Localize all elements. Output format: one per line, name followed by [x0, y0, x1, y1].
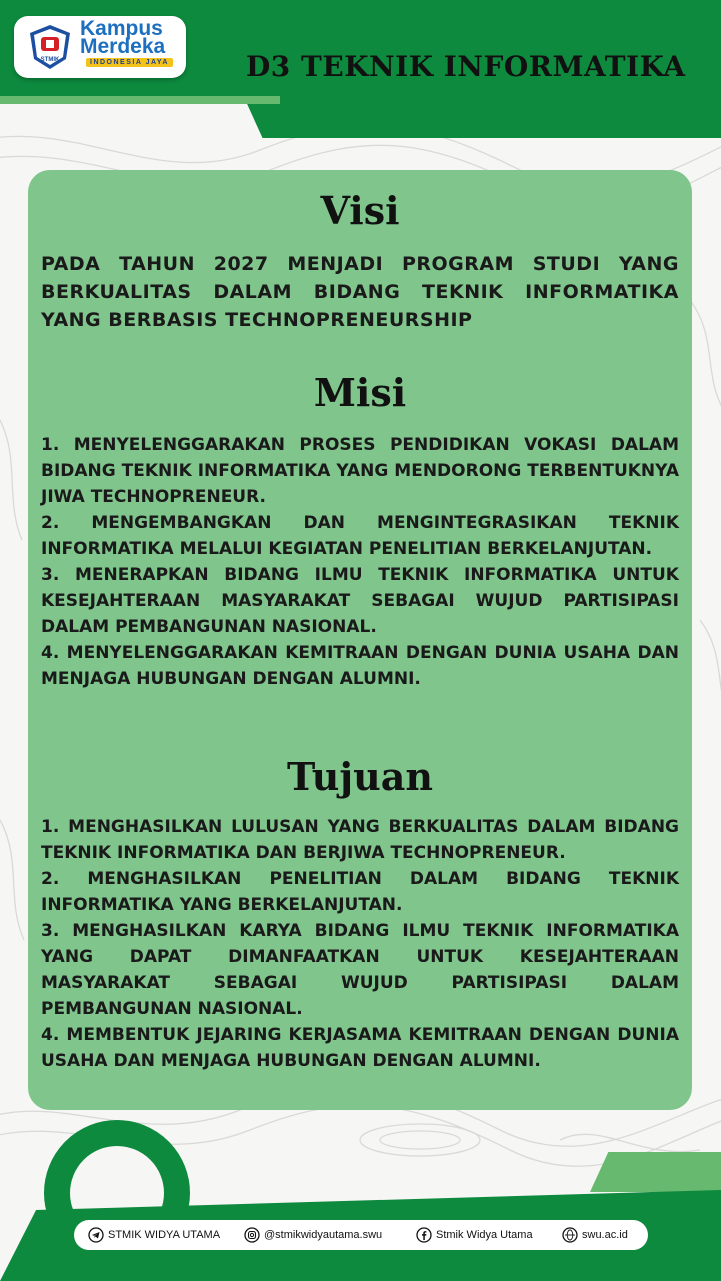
- footer-accent-light: [590, 1152, 721, 1192]
- tujuan-list: [41, 814, 679, 1074]
- telegram-contact[interactable]: [88, 1226, 220, 1244]
- web-icon: [562, 1227, 578, 1243]
- stmik-emblem-icon: [26, 23, 74, 71]
- tujuan-item: 1. MENGHASILKAN LULUSAN YANG BERKUALITAS DALAM BIDANG TEKNIK INFORMATIKA DAN BERJIWA TECHNOPRENEUR.: [41, 817, 679, 863]
- instagram-contact[interactable]: [244, 1226, 382, 1244]
- tujuan-item: 4. MEMBENTUK JEJARING KERJASAMA KEMITRAAN DENGAN DUNIA USAHA DAN MENJAGA HUBUNGAN DENGAN ALUMNI.: [41, 1025, 679, 1071]
- logo-text-merdeka: Merdeka: [80, 35, 166, 58]
- svg-text:STMIK: STMIK: [40, 57, 60, 63]
- contact-bar: [74, 1220, 648, 1250]
- website-contact[interactable]: [562, 1226, 628, 1244]
- misi-item: 2. MENGEMBANGKAN DAN MENGINTEGRASIKAN TEKNIK INFORMATIKA MELALUI KEGIATAN PENELITIAN BERKELANJUTAN.: [41, 513, 679, 559]
- logo-text-kampus: Kampus: [80, 17, 163, 40]
- kampus-merdeka-logo: [14, 16, 186, 78]
- header-accent-stripe: [0, 96, 280, 104]
- page-title: D3 TEKNIK INFORMATIKA: [246, 50, 686, 83]
- tujuan-item: 2. MENGHASILKAN PENELITIAN DALAM BIDANG TEKNIK INFORMATIKA YANG BERKELANJUTAN.: [41, 869, 679, 915]
- facebook-label: Stmik Widya Utama: [436, 1229, 533, 1241]
- telegram-icon: [88, 1227, 104, 1243]
- content-card: [28, 170, 692, 1110]
- instagram-label: @stmikwidyautama.swu: [264, 1229, 383, 1241]
- logo-tagline: INDONESIA JAYA: [86, 58, 173, 67]
- facebook-contact[interactable]: [416, 1226, 533, 1244]
- misi-list: [41, 432, 679, 692]
- website-label: swu.ac.id: [582, 1229, 628, 1241]
- instagram-icon: [244, 1227, 260, 1243]
- tujuan-heading: Tujuan: [286, 754, 434, 799]
- misi-item: 1. MENYELENGGARAKAN PROSES PENDIDIKAN VOKASI DALAM BIDANG TEKNIK INFORMATIKA YANG MENDORONG TERBENTUKNYA JIWA TECHNOPRENEUR.: [41, 435, 679, 507]
- visi-heading: Visi: [320, 188, 400, 233]
- misi-item: 3. MENERAPKAN BIDANG ILMU TEKNIK INFORMATIKA UNTUK KESEJAHTERAAN MASYARAKAT SEBAGAI WUJUD PARTISIPASI DALAM PEMBANGUNAN NASIONAL.: [41, 565, 679, 637]
- visi-text: PADA TAHUN 2027 MENJADI PROGRAM STUDI YANG BERKUALITAS DALAM BIDANG TEKNIK INFORMATIKA YANG BERBASIS TECHNOPRENEURSHIP: [41, 253, 679, 331]
- tujuan-item: 3. MENGHASILKAN KARYA BIDANG ILMU TEKNIK INFORMATIKA YANG DAPAT DIMANFAATKAN UNTUK KESEJAHTERAAN MASYARAKAT SEBAGAI WUJUD PARTISIPASI DALAM PEMBANGUNAN NASIONAL.: [41, 921, 679, 1019]
- telegram-label: STMIK WIDYA UTAMA: [108, 1229, 221, 1241]
- facebook-icon: [416, 1227, 432, 1243]
- misi-heading: Misi: [313, 370, 407, 415]
- misi-item: 4. MENYELENGGARAKAN KEMITRAAN DENGAN DUNIA USAHA DAN MENJAGA HUBUNGAN DENGAN ALUMNI.: [41, 643, 679, 689]
